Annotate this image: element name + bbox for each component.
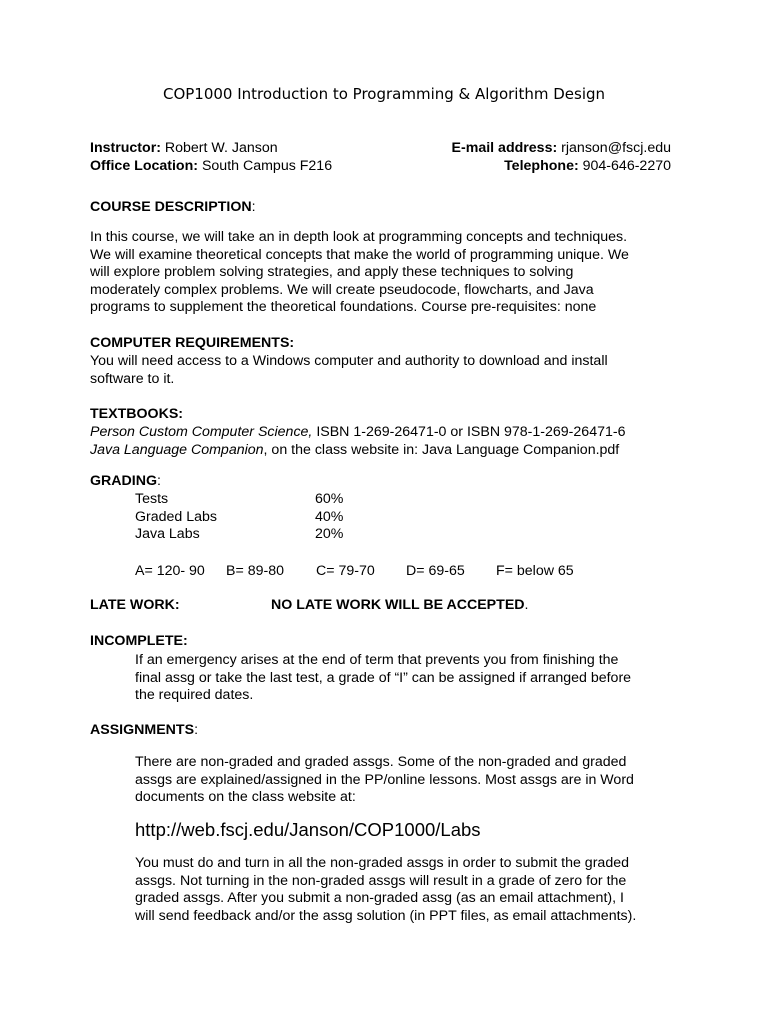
incomplete-heading: INCOMPLETE: <box>90 633 188 649</box>
grade-scale <box>135 563 695 581</box>
grade-a: A= 120- 90 <box>135 563 205 579</box>
email-address: rjanson@fscj.edu <box>561 140 671 156</box>
textbooks-heading: TEXTBOOKS: <box>90 406 184 422</box>
computer-requirements-text: You will need access to a Windows computer and authority to download and install software to it. <box>90 353 608 387</box>
incomplete-text: If an emergency arises at the end of term that prevents you from finishing the final assg or take the last test, a grade of “I” can be assigned if arranged before the required dates. <box>135 652 632 704</box>
office-line <box>90 158 332 176</box>
late-work-label: LATE WORK: <box>90 597 180 613</box>
assignments-intro: There are non-graded and graded assgs. Some of the non-graded and graded assgs are explained/assigned in the PP/online lessons. Most assgs are in Word documents on the class website at: <box>135 754 634 806</box>
late-work-policy: NO LATE WORK WILL BE ACCEPTED. <box>271 597 529 613</box>
assignments-heading: ASSIGNMENTS: <box>90 722 199 738</box>
email-line <box>452 140 671 158</box>
grading-table <box>135 491 695 544</box>
textbook-1: Person Custom Computer Science, ISBN 1-269-26471-0 or ISBN 978-1-269-26471-6 <box>90 424 626 440</box>
instructor-label: Instructor: <box>90 140 161 156</box>
office-location: South Campus F216 <box>201 158 333 174</box>
instructor-line <box>90 140 332 158</box>
phone-line <box>452 158 671 176</box>
assignments-details: You must do and turn in all the non-graded assgs in order to submit the graded assgs. Not turning in the non-graded assgs will result in a grade of zero for the graded assgs. After you submit a non-graded assg (as an email attachment), I will send feedback and/or the assg solution (in PPT files, as email attachments). <box>135 855 637 924</box>
grade-f: F= below 65 <box>496 563 574 579</box>
grade-d: D= 69-65 <box>406 563 465 579</box>
course-description-text: In this course, we will take an in depth look at programming concepts and techniques. We will examine theoretical concepts that make the world of programming unique. We will explore problem solving strategies, and apply these techniques to solving moderately complex problems. We will create pseudocode, flowcharts, and Java programs to supplement the theoretical foundations. Course pre-requisites: none <box>90 229 629 316</box>
grading-row: Java Labs 20% <box>135 526 344 543</box>
office-label: Office Location: <box>90 158 198 174</box>
grading-heading: GRADING: <box>90 473 161 489</box>
contact-info <box>452 140 671 176</box>
instructor-info <box>90 140 332 176</box>
phone-number: 904-646-2270 <box>582 158 671 174</box>
document-title: COP1000 Introduction to Programming & Algorithm Design <box>162 85 606 103</box>
email-label: E-mail address: <box>451 140 558 156</box>
textbooks-list <box>90 424 710 459</box>
labs-url[interactable]: http://web.fscj.edu/Janson/COP1000/Labs <box>135 819 481 840</box>
instructor-name: Robert W. Janson <box>164 140 278 156</box>
grade-c: C= 79-70 <box>316 563 375 579</box>
course-description-heading: COURSE DESCRIPTION: <box>90 199 256 215</box>
phone-label: Telephone: <box>504 158 579 174</box>
grade-b: B= 89-80 <box>226 563 284 579</box>
computer-requirements-heading: COMPUTER REQUIREMENTS: <box>90 335 295 351</box>
grading-row: Graded Labs 40% <box>135 508 344 525</box>
textbook-2: Java Language Companion, on the class website in: Java Language Companion.pdf <box>90 441 620 458</box>
grading-row: Tests 60% <box>135 491 344 507</box>
